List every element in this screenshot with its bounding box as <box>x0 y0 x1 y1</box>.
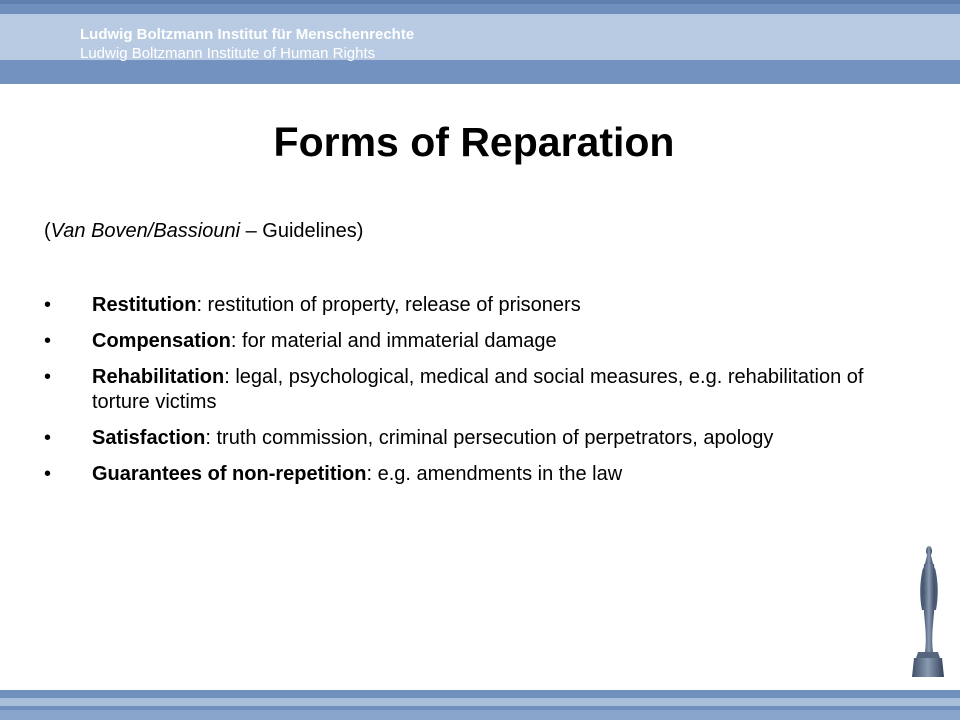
bullet-text: : restitution of property, release of prisoners <box>196 294 581 316</box>
institute-name-english: Ludwig Boltzmann Institute of Human Rights <box>80 45 376 62</box>
header-stripe-bottom <box>0 60 960 84</box>
subtitle-source: – Guidelines) <box>240 220 364 242</box>
bullet-term: Guarantees of non-repetition <box>92 463 367 485</box>
bullet-dot: • <box>44 427 52 449</box>
slide-title: Forms of Reparation <box>273 119 675 165</box>
bullet-term: Rehabilitation <box>92 366 225 388</box>
bullet-dot: • <box>44 294 52 316</box>
list-item-satisfaction <box>44 426 914 451</box>
list-item-compensation <box>44 329 914 354</box>
bullet-text: : legal, psychological, medical and social measures, e.g. rehabilitation of torture victims <box>92 366 864 413</box>
reparation-forms-list <box>44 293 914 498</box>
subtitle-authors: Van Boven/Bassiouni <box>50 220 241 242</box>
bullet-text: : truth commission, criminal persecution of perpetrators, apology <box>205 427 774 449</box>
subtitle-paren: ( <box>44 220 51 242</box>
footer-stripe-bottom <box>0 710 960 720</box>
bullet-dot: • <box>44 330 52 352</box>
list-item-rehabilitation <box>44 365 914 415</box>
header-band <box>0 0 960 84</box>
slide-subtitle <box>44 219 363 243</box>
bullet-dot: • <box>44 463 52 485</box>
bullet-text: : e.g. amendments in the law <box>366 463 623 485</box>
bullet-text: : for material and immaterial damage <box>230 330 557 352</box>
list-item-restitution <box>44 293 914 318</box>
bullet-term: Compensation <box>92 330 231 352</box>
statue-logo-graphic <box>908 544 948 680</box>
bullet-term: Satisfaction <box>92 427 206 449</box>
statue-logo-icon <box>908 544 948 680</box>
header-stripe-top <box>0 0 960 4</box>
institute-name-german: Ludwig Boltzmann Institut für Menschenrechte <box>80 26 415 43</box>
bullet-term: Restitution <box>92 294 197 316</box>
bullet-dot: • <box>44 366 52 388</box>
list-item-guarantees <box>44 462 914 487</box>
footer-stripe-light <box>0 698 960 706</box>
footer-band <box>0 690 960 720</box>
